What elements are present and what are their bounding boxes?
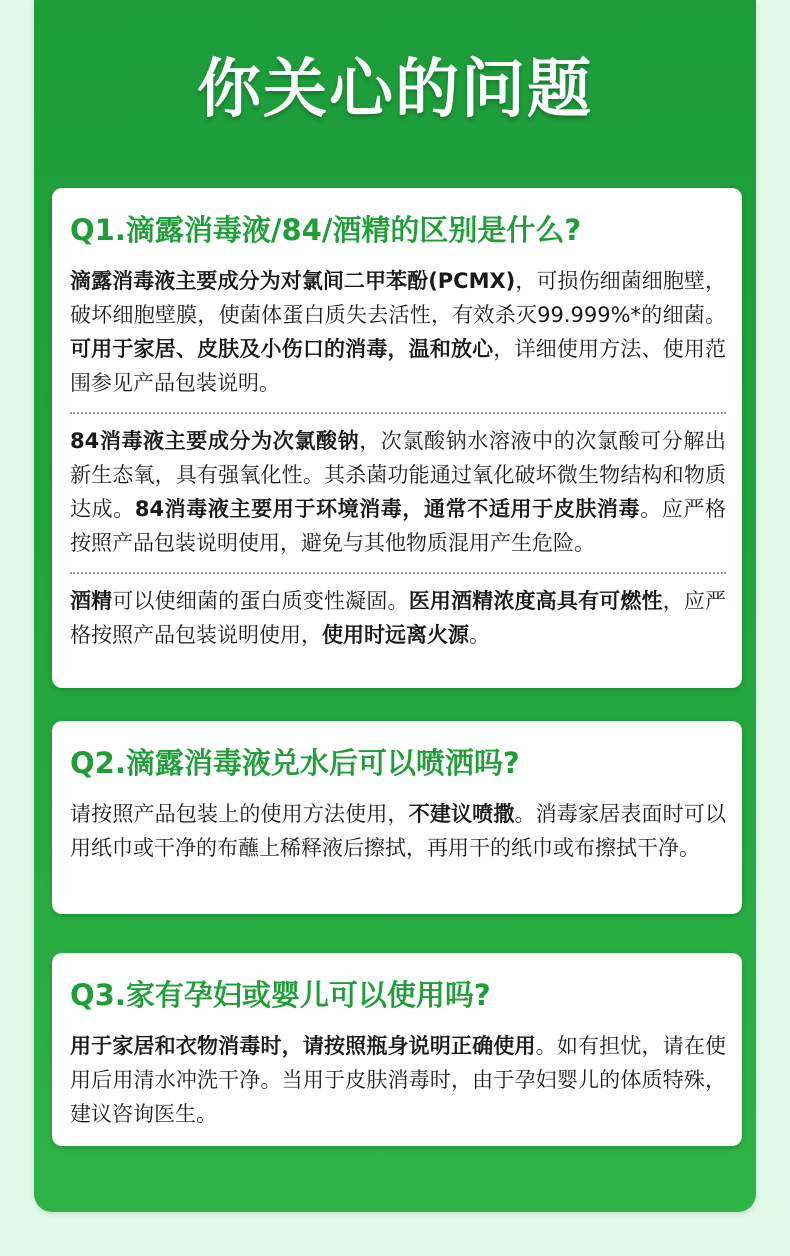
answer-text: ，应严格按照产品包装说明使用， xyxy=(70,589,727,647)
answer-text: 可以使细菌的蛋白质变性凝固。 xyxy=(112,589,409,613)
answer-text-bold: 滴露消毒液主要成分为对氯间二甲苯酚(PCMX) xyxy=(70,269,516,293)
answer-text-bold: 84消毒液主要成分为次氯酸钠 xyxy=(70,429,360,453)
answer-text-bold: 使用时远离火源 xyxy=(322,623,469,647)
answer-text: 请按照产品包装上的使用方法使用， xyxy=(70,802,409,826)
faq-answer xyxy=(70,264,726,652)
answer-paragraph xyxy=(70,424,726,560)
answer-text-bold: 84消毒液主要用于环境消毒，通常不适用于皮肤消毒 xyxy=(134,497,641,521)
answer-paragraph xyxy=(70,264,726,400)
answer-text-bold: 用于家居和衣物消毒时，请按照瓶身说明正确使用 xyxy=(70,1034,536,1058)
dotted-divider xyxy=(70,572,726,574)
page-title: 你关心的问题 xyxy=(197,53,593,127)
answer-text-bold: 医用酒精浓度高具有可燃性 xyxy=(408,589,663,613)
faq-question-title: Q2.滴露消毒液兑水后可以喷洒吗? xyxy=(70,746,520,780)
answer-paragraph xyxy=(70,1029,726,1131)
answer-text: ，可损伤细菌细胞壁，破坏细胞壁膜，使菌体蛋白质失去活性，有效杀灭99.999%*的细菌。 xyxy=(70,269,727,327)
faq-card-q3 xyxy=(52,953,742,1146)
faq-answer xyxy=(70,797,726,865)
faq-question-title: Q1.滴露消毒液/84/酒精的区别是什么? xyxy=(70,213,582,247)
answer-text: 。消毒家居表面时可以用纸巾或干净的布蘸上稀释液后擦拭，再用干的纸巾或布擦拭干净。 xyxy=(70,802,727,860)
answer-paragraph xyxy=(70,584,726,652)
faq-card-q1 xyxy=(52,188,742,688)
answer-text-bold: 可用于家居、皮肤及小伤口的消毒，温和放心 xyxy=(70,337,494,361)
answer-text-bold: 不建议喷撒 xyxy=(408,802,515,826)
answer-text: 。 xyxy=(469,623,490,647)
faq-question-title: Q3.家有孕妇或婴儿可以使用吗? xyxy=(70,978,491,1012)
answer-text: 。应严格按照产品包装说明使用，避免与其他物质混用产生危险。 xyxy=(70,497,726,555)
answer-text-bold: 酒精 xyxy=(70,589,113,613)
dotted-divider xyxy=(70,412,726,414)
answer-text: 。如有担忧，请在使用后用清水冲洗干净。当用于皮肤消毒时，由于孕妇婴儿的体质特殊，建议咨询医生。 xyxy=(70,1034,727,1126)
faq-answer xyxy=(70,1029,726,1131)
faq-card-q2 xyxy=(52,721,742,914)
answer-text: ，详细使用方法、使用范围参见产品包装说明。 xyxy=(70,337,727,395)
answer-text: ，次氯酸钠水溶液中的次氯酸可分解出新生态氧，具有强氧化性。其杀菌功能通过氧化破坏微生物结构和物质达成。 xyxy=(70,429,726,521)
answer-paragraph xyxy=(70,797,726,865)
